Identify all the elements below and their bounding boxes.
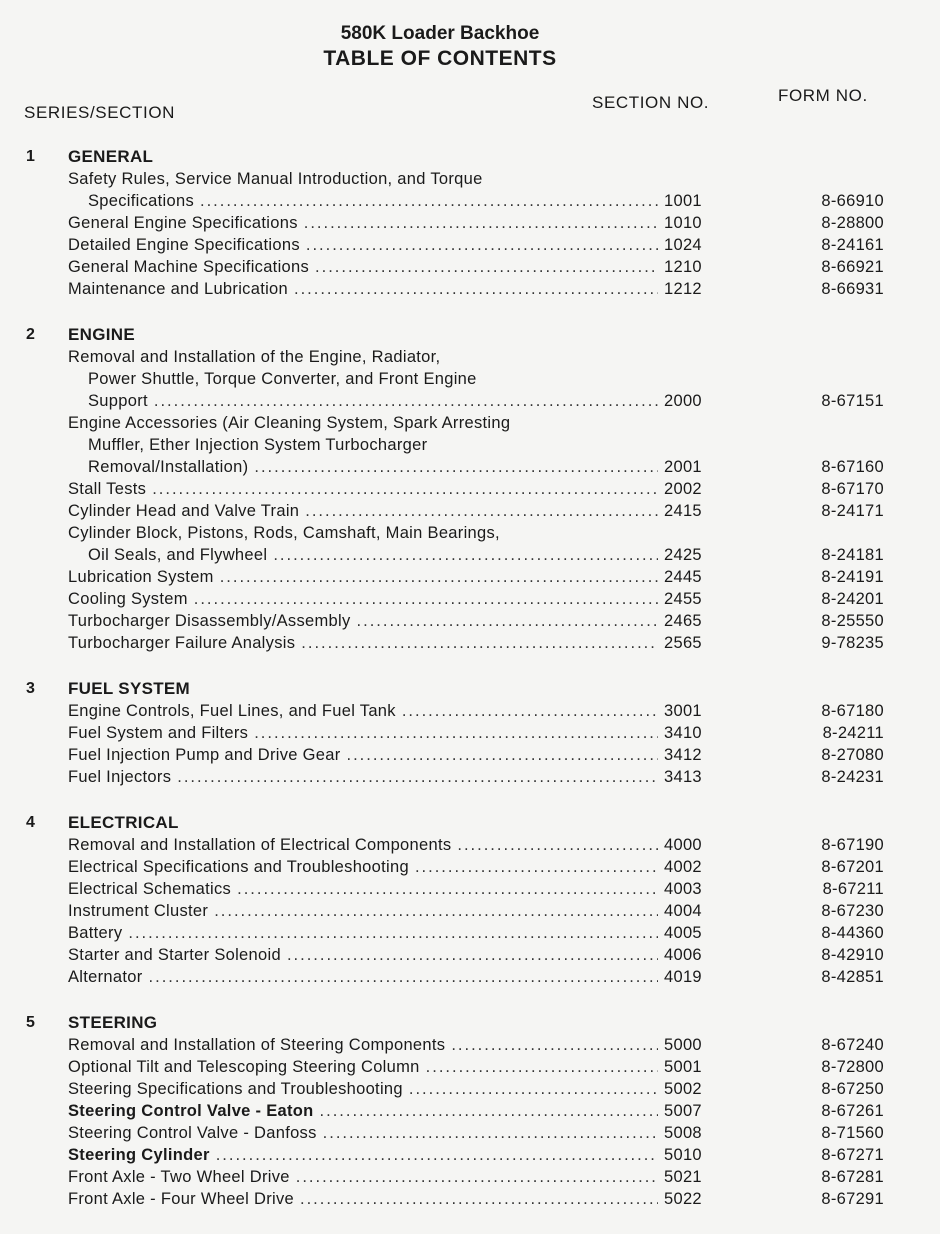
toc-entry bbox=[0, 278, 940, 300]
section-title: FUEL SYSTEM bbox=[68, 679, 191, 698]
entry-line bbox=[0, 412, 940, 434]
entry-line bbox=[0, 456, 940, 478]
toc-entry bbox=[0, 566, 940, 588]
section-title: ENGINE bbox=[68, 325, 135, 344]
entry-line bbox=[0, 944, 940, 966]
form-no: 8-71560 bbox=[821, 1124, 884, 1142]
toc-entry bbox=[0, 412, 940, 478]
entry-line bbox=[0, 966, 940, 988]
toc-entry bbox=[0, 922, 940, 944]
form-no: 8-25550 bbox=[821, 612, 884, 630]
entry-title: Support bbox=[88, 392, 148, 410]
entry-line bbox=[0, 922, 940, 944]
form-no: 8-24211 bbox=[822, 724, 884, 742]
toc-entry bbox=[0, 610, 940, 632]
toc-section bbox=[0, 678, 940, 788]
entry-line bbox=[0, 766, 940, 788]
dot-leader bbox=[306, 234, 658, 256]
section-title: ELECTRICAL bbox=[68, 813, 179, 832]
form-no: 8-24191 bbox=[821, 568, 884, 586]
entry-title: Maintenance and Lubrication bbox=[68, 280, 288, 298]
column-header-section-no: SECTION NO. bbox=[592, 93, 710, 112]
toc-entry bbox=[0, 168, 940, 212]
toc-entry bbox=[0, 1166, 940, 1188]
form-no: 8-67201 bbox=[821, 858, 884, 876]
toc-entry bbox=[0, 700, 940, 722]
section-no: 2565 bbox=[664, 634, 702, 652]
dot-leader bbox=[315, 256, 658, 278]
entry-line bbox=[0, 632, 940, 654]
section-no: 3410 bbox=[664, 724, 702, 742]
toc-entry bbox=[0, 234, 940, 256]
section-number: 2 bbox=[26, 326, 35, 343]
entry-line bbox=[0, 212, 940, 234]
entry-line bbox=[0, 1078, 940, 1100]
form-no: 8-67250 bbox=[821, 1080, 884, 1098]
form-no: 8-24201 bbox=[821, 590, 884, 608]
toc-sections bbox=[0, 146, 940, 1234]
entry-title: Detailed Engine Specifications bbox=[68, 236, 300, 254]
dot-leader bbox=[287, 944, 658, 966]
entry-title: Electrical Specifications and Troubleshooting bbox=[68, 858, 409, 876]
section-no: 5007 bbox=[664, 1102, 702, 1120]
section-no: 3001 bbox=[664, 702, 702, 720]
entry-title: Removal and Installation of Electrical Components bbox=[68, 836, 452, 854]
dot-leader bbox=[409, 1078, 658, 1100]
toc-entry bbox=[0, 522, 940, 566]
entry-title: Instrument Cluster bbox=[68, 902, 209, 920]
entry-title: General Machine Specifications bbox=[68, 258, 310, 276]
toc-entry bbox=[0, 1034, 940, 1056]
section-no: 2001 bbox=[664, 458, 702, 476]
toc-entry bbox=[0, 878, 940, 900]
entry-title: Optional Tilt and Telescoping Steering Column bbox=[68, 1058, 420, 1076]
document-header bbox=[0, 22, 880, 72]
entry-title: Turbocharger Failure Analysis bbox=[68, 634, 296, 652]
toc-entry bbox=[0, 1056, 940, 1078]
entry-title: Steering Specifications and Troubleshooting bbox=[68, 1080, 403, 1098]
dot-leader bbox=[300, 1188, 658, 1210]
column-header-form-no: FORM NO. bbox=[778, 86, 868, 105]
form-no: 8-24181 bbox=[821, 546, 884, 564]
section-no: 5000 bbox=[664, 1036, 702, 1054]
toc-entry bbox=[0, 966, 940, 988]
section-title: GENERAL bbox=[68, 147, 154, 166]
entry-title: Front Axle - Four Wheel Drive bbox=[68, 1190, 295, 1208]
toc-section bbox=[0, 146, 940, 300]
entry-title: Muffler, Ether Injection System Turbocharger bbox=[88, 436, 428, 454]
form-no: 8-42851 bbox=[821, 968, 884, 986]
entry-title: Electrical Schematics bbox=[68, 880, 232, 898]
dot-leader bbox=[273, 544, 658, 566]
entry-line bbox=[0, 500, 940, 522]
entry-line bbox=[0, 256, 940, 278]
form-no: 8-66921 bbox=[821, 258, 884, 276]
section-no: 5022 bbox=[664, 1190, 702, 1208]
entry-title: Power Shuttle, Torque Converter, and Front Engine bbox=[88, 370, 477, 388]
toc-entry bbox=[0, 766, 940, 788]
form-no: 8-67211 bbox=[822, 880, 884, 898]
dot-leader bbox=[426, 1056, 658, 1078]
section-no: 1024 bbox=[664, 236, 702, 254]
toc-section bbox=[0, 324, 940, 654]
dot-leader bbox=[177, 766, 658, 788]
toc-section bbox=[0, 812, 940, 988]
section-number: 4 bbox=[26, 814, 35, 831]
section-heading bbox=[0, 324, 940, 346]
dot-leader bbox=[254, 456, 658, 478]
entry-line bbox=[0, 900, 940, 922]
section-no: 4004 bbox=[664, 902, 702, 920]
section-no: 5002 bbox=[664, 1080, 702, 1098]
entry-line bbox=[0, 834, 940, 856]
section-no: 2425 bbox=[664, 546, 702, 564]
dot-leader bbox=[320, 1100, 658, 1122]
form-no: 9-78235 bbox=[821, 634, 884, 652]
entry-title: Fuel Injection Pump and Drive Gear bbox=[68, 746, 341, 764]
section-number: 3 bbox=[26, 680, 35, 697]
entry-line bbox=[0, 168, 940, 190]
section-no: 5008 bbox=[664, 1124, 702, 1142]
entry-line bbox=[0, 346, 940, 368]
dot-leader bbox=[294, 278, 658, 300]
dot-leader bbox=[149, 966, 658, 988]
entry-line bbox=[0, 1166, 940, 1188]
section-no: 3413 bbox=[664, 768, 702, 786]
section-title: STEERING bbox=[68, 1013, 158, 1032]
toc-entry bbox=[0, 900, 940, 922]
section-no: 1001 bbox=[664, 192, 702, 210]
entry-title: Engine Controls, Fuel Lines, and Fuel Tank bbox=[68, 702, 396, 720]
toc-entry bbox=[0, 834, 940, 856]
form-no: 8-67190 bbox=[821, 836, 884, 854]
dot-leader bbox=[323, 1122, 658, 1144]
entry-title: Front Axle - Two Wheel Drive bbox=[68, 1168, 290, 1186]
dot-leader bbox=[301, 632, 658, 654]
section-no: 5001 bbox=[664, 1058, 702, 1076]
toc-entry bbox=[0, 500, 940, 522]
entry-line bbox=[0, 190, 940, 212]
entry-line bbox=[0, 878, 940, 900]
entry-title: Turbocharger Disassembly/Assembly bbox=[68, 612, 351, 630]
entry-line bbox=[0, 1034, 940, 1056]
entry-line bbox=[0, 856, 940, 878]
entry-title: Cooling System bbox=[68, 590, 188, 608]
toc-entry bbox=[0, 722, 940, 744]
dot-leader bbox=[402, 700, 658, 722]
entry-title: Steering Control Valve - Eaton bbox=[68, 1102, 314, 1120]
dot-leader bbox=[305, 500, 658, 522]
entry-line bbox=[0, 566, 940, 588]
entry-title: Oil Seals, and Flywheel bbox=[88, 546, 268, 564]
toc-entry bbox=[0, 478, 940, 500]
section-no: 4003 bbox=[664, 880, 702, 898]
entry-line bbox=[0, 478, 940, 500]
section-no: 2465 bbox=[664, 612, 702, 630]
form-no: 8-67271 bbox=[821, 1146, 884, 1164]
entry-line bbox=[0, 588, 940, 610]
dot-leader bbox=[128, 922, 658, 944]
entry-title: Specifications bbox=[88, 192, 195, 210]
toc-entry bbox=[0, 944, 940, 966]
section-no: 4002 bbox=[664, 858, 702, 876]
entry-line bbox=[0, 610, 940, 632]
form-no: 8-67151 bbox=[821, 392, 884, 410]
entry-line bbox=[0, 234, 940, 256]
entry-title: Stall Tests bbox=[68, 480, 147, 498]
section-heading bbox=[0, 812, 940, 834]
dot-leader bbox=[220, 566, 658, 588]
form-no: 8-66910 bbox=[821, 192, 884, 210]
entry-title: Battery bbox=[68, 924, 123, 942]
toc-entry bbox=[0, 1188, 940, 1210]
form-no: 8-67230 bbox=[821, 902, 884, 920]
entry-line bbox=[0, 390, 940, 412]
entry-line bbox=[0, 744, 940, 766]
form-no: 8-24231 bbox=[821, 768, 884, 786]
section-number: 1 bbox=[26, 148, 35, 165]
form-no: 8-67261 bbox=[821, 1102, 884, 1120]
dot-leader bbox=[237, 878, 658, 900]
entry-line bbox=[0, 368, 940, 390]
dot-leader bbox=[451, 1034, 658, 1056]
dot-leader bbox=[214, 900, 658, 922]
entry-title: Fuel System and Filters bbox=[68, 724, 249, 742]
dot-leader bbox=[154, 390, 658, 412]
form-no: 8-67160 bbox=[821, 458, 884, 476]
entry-line bbox=[0, 278, 940, 300]
toc-entry bbox=[0, 1078, 940, 1100]
toc-entry bbox=[0, 1100, 940, 1122]
toc-entry bbox=[0, 346, 940, 412]
section-no: 5021 bbox=[664, 1168, 702, 1186]
dot-leader bbox=[194, 588, 658, 610]
toc-entry bbox=[0, 744, 940, 766]
section-no: 2415 bbox=[664, 502, 702, 520]
form-no: 8-24161 bbox=[821, 236, 884, 254]
dot-leader bbox=[347, 744, 659, 766]
section-no: 2445 bbox=[664, 568, 702, 586]
toc-entry bbox=[0, 1122, 940, 1144]
entry-line bbox=[0, 1056, 940, 1078]
section-no: 1212 bbox=[664, 280, 702, 298]
section-no: 2002 bbox=[664, 480, 702, 498]
dot-leader bbox=[457, 834, 658, 856]
form-no: 8-72800 bbox=[821, 1058, 884, 1076]
toc-entry bbox=[0, 256, 940, 278]
entry-line bbox=[0, 1122, 940, 1144]
form-no: 8-28800 bbox=[821, 214, 884, 232]
dot-leader bbox=[304, 212, 658, 234]
form-no: 8-42910 bbox=[821, 946, 884, 964]
section-number: 5 bbox=[26, 1014, 35, 1031]
document-subtitle: TABLE OF CONTENTS bbox=[323, 47, 557, 70]
toc-section bbox=[0, 1012, 940, 1210]
section-heading bbox=[0, 1012, 940, 1034]
entry-title: Removal and Installation of the Engine, Radiator, bbox=[68, 348, 441, 366]
toc-entry bbox=[0, 588, 940, 610]
section-heading bbox=[0, 678, 940, 700]
form-no: 8-24171 bbox=[821, 502, 884, 520]
toc-entry bbox=[0, 212, 940, 234]
entry-title: Safety Rules, Service Manual Introduction, and Torque bbox=[68, 170, 483, 188]
entry-line bbox=[0, 1100, 940, 1122]
form-no: 8-44360 bbox=[821, 924, 884, 942]
section-no: 2455 bbox=[664, 590, 702, 608]
form-no: 8-67281 bbox=[821, 1168, 884, 1186]
dot-leader bbox=[200, 190, 658, 212]
entry-line bbox=[0, 522, 940, 544]
toc-entry bbox=[0, 632, 940, 654]
entry-title: Removal/Installation) bbox=[88, 458, 249, 476]
form-no: 8-66931 bbox=[821, 280, 884, 298]
section-no: 4005 bbox=[664, 924, 702, 942]
toc-entry bbox=[0, 1144, 940, 1166]
section-no: 1010 bbox=[664, 214, 702, 232]
dot-leader bbox=[152, 478, 658, 500]
entry-title: General Engine Specifications bbox=[68, 214, 298, 232]
entry-title: Alternator bbox=[68, 968, 143, 986]
form-no: 8-67180 bbox=[821, 702, 884, 720]
entry-title: Cylinder Head and Valve Train bbox=[68, 502, 300, 520]
column-header-series-section: SERIES/SECTION bbox=[24, 103, 176, 122]
section-no: 3412 bbox=[664, 746, 702, 764]
entry-title: Cylinder Block, Pistons, Rods, Camshaft, Main Bearings, bbox=[68, 524, 500, 542]
dot-leader bbox=[296, 1166, 658, 1188]
dot-leader bbox=[357, 610, 658, 632]
entry-line bbox=[0, 544, 940, 566]
entry-title: Fuel Injectors bbox=[68, 768, 172, 786]
entry-line bbox=[0, 1144, 940, 1166]
entry-title: Engine Accessories (Air Cleaning System, Spark Arresting bbox=[68, 414, 511, 432]
entry-title: Steering Cylinder bbox=[68, 1146, 210, 1164]
entry-title: Starter and Starter Solenoid bbox=[68, 946, 281, 964]
entry-line bbox=[0, 722, 940, 744]
document-title: 580K Loader Backhoe bbox=[340, 23, 540, 44]
section-no: 4000 bbox=[664, 836, 702, 854]
entry-line bbox=[0, 1188, 940, 1210]
form-no: 8-67170 bbox=[821, 480, 884, 498]
section-heading bbox=[0, 146, 940, 168]
section-no: 1210 bbox=[664, 258, 702, 276]
dot-leader bbox=[415, 856, 658, 878]
section-no: 2000 bbox=[664, 392, 702, 410]
toc-entry bbox=[0, 856, 940, 878]
form-no: 8-67240 bbox=[821, 1036, 884, 1054]
entry-title: Lubrication System bbox=[68, 568, 214, 586]
form-no: 8-67291 bbox=[821, 1190, 884, 1208]
dot-leader bbox=[216, 1144, 658, 1166]
section-no: 4019 bbox=[664, 968, 702, 986]
section-no: 5010 bbox=[664, 1146, 702, 1164]
entry-title: Removal and Installation of Steering Components bbox=[68, 1036, 446, 1054]
entry-title: Steering Control Valve - Danfoss bbox=[68, 1124, 317, 1142]
entry-line bbox=[0, 700, 940, 722]
section-no: 4006 bbox=[664, 946, 702, 964]
entry-line bbox=[0, 434, 940, 456]
dot-leader bbox=[254, 722, 658, 744]
form-no: 8-27080 bbox=[821, 746, 884, 764]
